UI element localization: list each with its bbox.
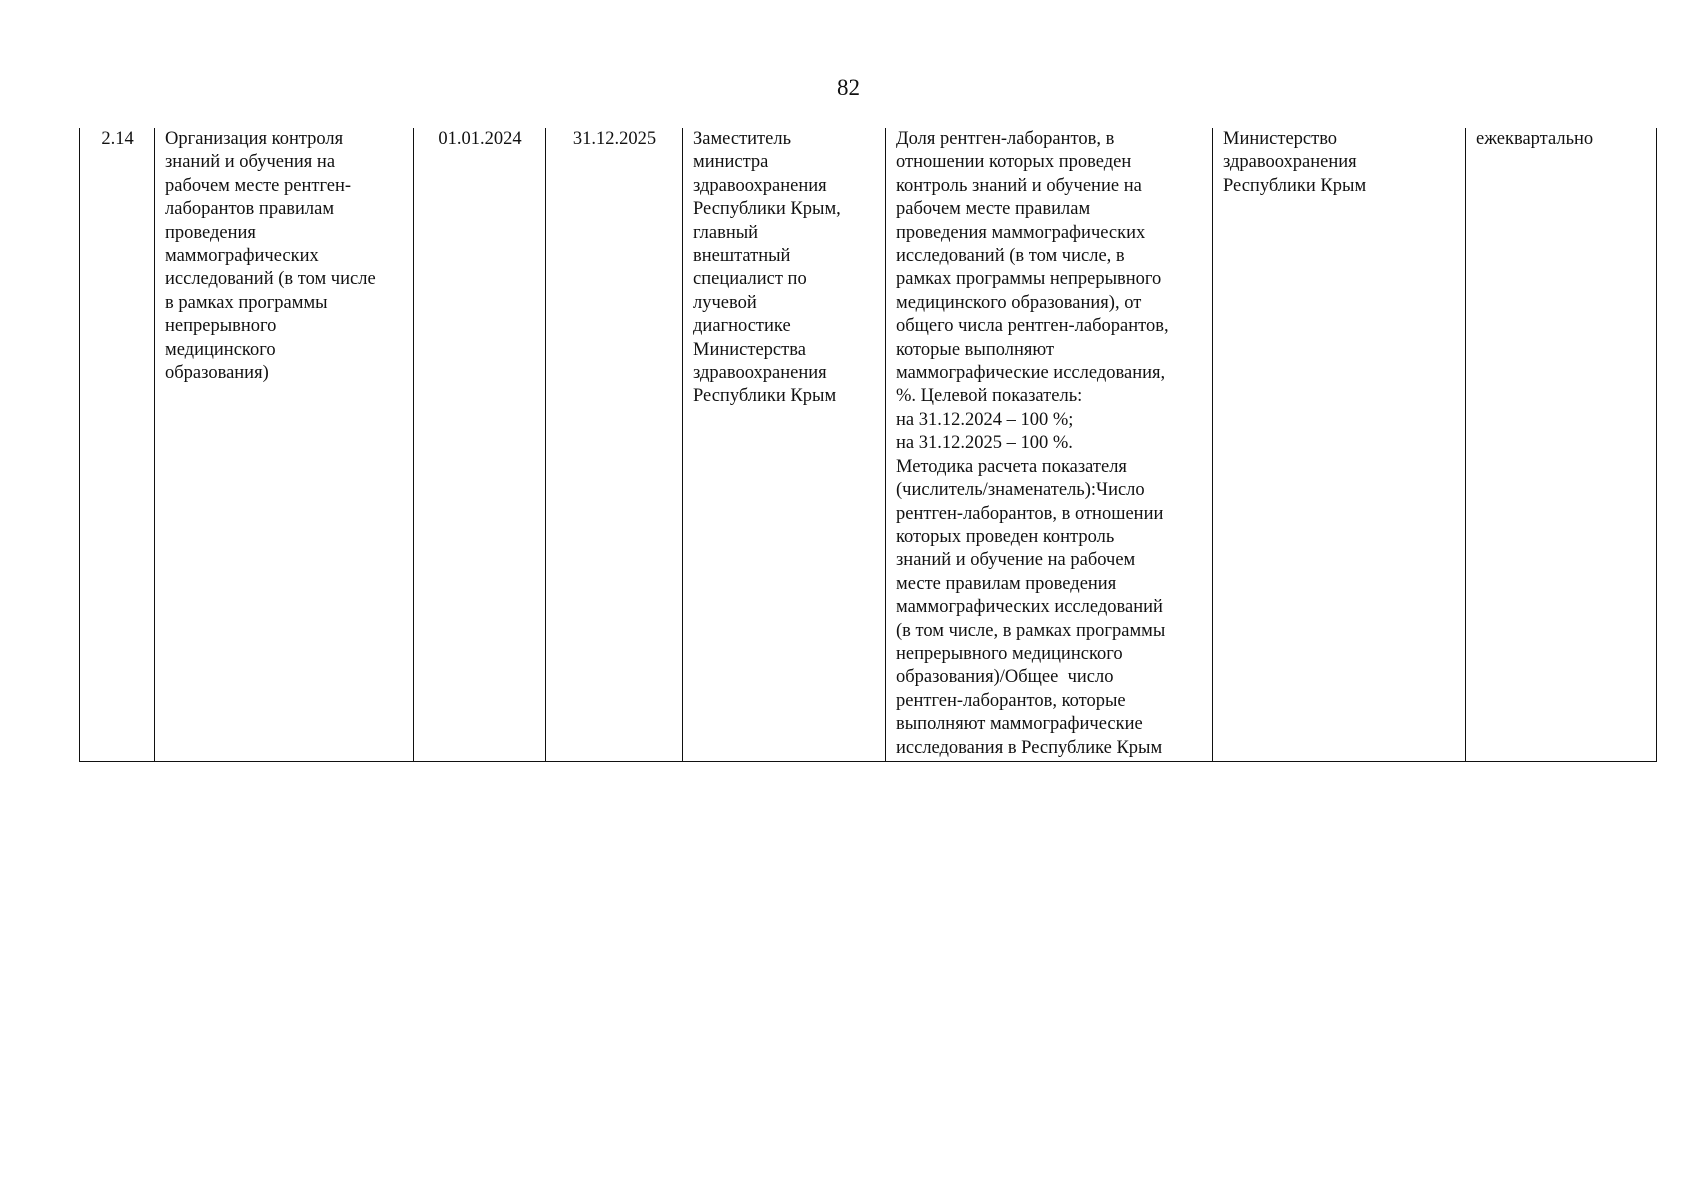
indicator-line: маммографических исследований	[896, 597, 1163, 618]
activity-line: непрерывного	[165, 316, 277, 337]
table-row	[80, 128, 1657, 761]
activity-line: в рамках программы	[165, 292, 328, 313]
responsible-line: министра	[693, 152, 769, 173]
end-date: 31.12.2025	[572, 129, 657, 149]
executor-line: Республики Крым	[1223, 175, 1367, 196]
responsible-line: внештатный	[693, 246, 791, 267]
activity-line: знаний и обучения на	[165, 152, 336, 173]
responsible-line: Республики Крым,	[693, 199, 841, 220]
indicator-line: общего числа рентген-лаборантов,	[896, 316, 1169, 337]
responsible-line: лучевой	[693, 292, 757, 313]
indicator-line: рабочем месте правилам	[896, 199, 1091, 220]
responsible-line: главный	[693, 222, 759, 243]
frequency-cell	[1466, 128, 1657, 761]
indicator-line: маммографические исследования,	[896, 363, 1166, 384]
plan-table	[79, 128, 1657, 762]
responsible-line: здравоохранения	[693, 175, 827, 196]
indicator-line: на 31.12.2025 – 100 %.	[896, 433, 1073, 454]
indicator-line: месте правилам проведения	[896, 573, 1117, 594]
activity-line: исследований (в том числе	[165, 269, 376, 290]
indicator-line: Доля рентген-лаборантов, в	[896, 129, 1115, 149]
responsible-line: здравоохранения	[693, 363, 827, 384]
indicator-line: на 31.12.2024 – 100 %;	[896, 409, 1074, 430]
executor-line: здравоохранения	[1223, 152, 1357, 173]
indicator-line: медицинского образования), от	[896, 292, 1142, 313]
responsible-line: диагностике	[693, 316, 791, 337]
indicator-line: рентген-лаборантов, которые	[896, 690, 1126, 711]
activity-line: маммографических	[165, 246, 319, 267]
responsible-line: специалист по	[693, 269, 807, 290]
indicator-line: (числитель/знаменатель):Число	[896, 480, 1145, 501]
activity-cell	[155, 128, 414, 761]
indicator-line: контроль знаний и обучение на	[896, 175, 1142, 196]
indicator-line: исследования в Республике Крым	[896, 737, 1163, 758]
indicator-line: знаний и обучение на рабочем	[896, 550, 1136, 571]
end-date-cell	[546, 128, 683, 761]
executor-cell	[1213, 128, 1466, 761]
executor-line: Министерство	[1223, 129, 1338, 149]
indicator-line: %. Целевой показатель:	[896, 386, 1083, 407]
indicator-line: рамках программы непрерывного	[896, 269, 1162, 290]
activity-line: рабочем месте рентген-	[165, 175, 352, 196]
indicator-line: отношении которых проведен	[896, 152, 1132, 173]
activity-line: Организация контроля	[165, 129, 344, 149]
activity-line: образования)	[165, 363, 269, 384]
responsible-line: Заместитель	[693, 129, 792, 149]
activity-line: лаборантов правилам	[165, 199, 335, 220]
responsible-line: Республики Крым	[693, 386, 837, 407]
indicator-line: (в том числе, в рамках программы	[896, 620, 1166, 641]
frequency: ежеквартально	[1476, 129, 1594, 149]
responsible-cell	[683, 128, 886, 761]
indicator-cell	[886, 128, 1213, 761]
indicator-line: исследований (в том числе, в	[896, 246, 1125, 267]
activity-line: медицинского	[165, 339, 276, 360]
row-number-cell	[80, 128, 155, 761]
indicator-line: образования)/Общее число	[896, 667, 1114, 688]
indicator-line: проведения маммографических	[896, 222, 1146, 243]
indicator-line: которых проведен контроль	[896, 526, 1115, 547]
row-number: 2.14	[101, 129, 134, 149]
indicator-line: рентген-лаборантов, в отношении	[896, 503, 1164, 524]
activity-line: проведения	[165, 222, 256, 243]
start-date: 01.01.2024	[438, 129, 522, 149]
indicator-line: выполняют маммографические	[896, 714, 1143, 735]
start-date-cell	[414, 128, 546, 761]
indicator-line: непрерывного медицинского	[896, 643, 1123, 664]
responsible-line: Министерства	[693, 339, 806, 360]
page-number: 82	[837, 75, 860, 100]
indicator-line: Методика расчета показателя	[896, 456, 1127, 477]
indicator-line: которые выполняют	[896, 339, 1055, 360]
